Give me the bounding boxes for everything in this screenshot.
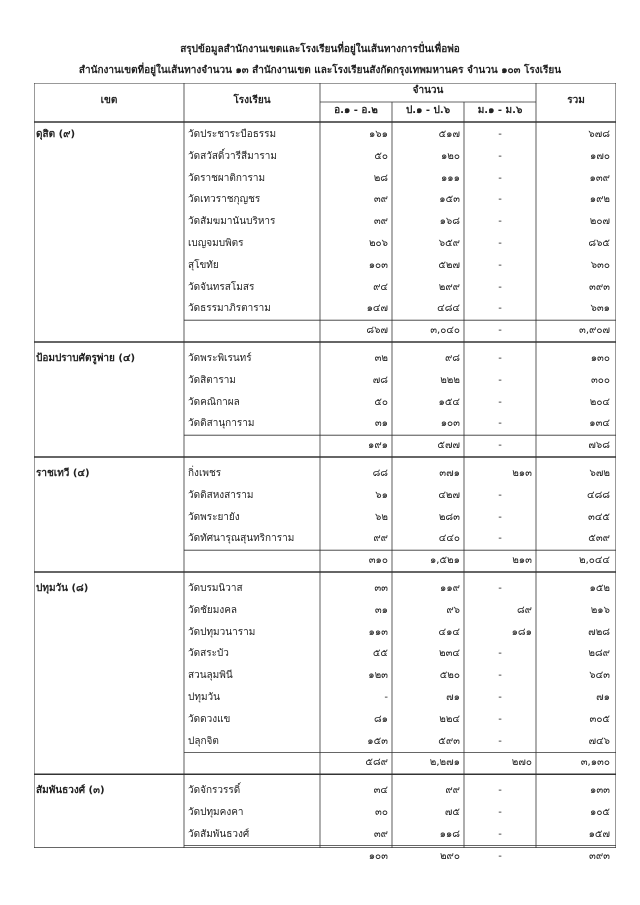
header-district: เขต (100, 95, 118, 106)
secondary-count: - (498, 216, 502, 228)
subtotal-primary: ๒,๒๗๑ (429, 757, 460, 769)
secondary-count: - (498, 303, 502, 315)
kg-count: ๓๙ (373, 216, 388, 228)
secondary-count: - (498, 735, 502, 747)
row-total: ๒๑๖ (590, 604, 610, 616)
row-total: ๗๔๖ (588, 735, 610, 747)
subtotal-secondary: ๒๗๐ (511, 757, 532, 769)
row-total: ๑๐๕ (589, 807, 610, 818)
subtotal-secondary: - (498, 440, 502, 452)
primary-count: ๑๒๐ (440, 150, 460, 162)
school-name: วัดดวงแข (188, 713, 231, 725)
kg-count: ๒๐๖ (368, 238, 388, 249)
secondary-count: - (498, 281, 502, 293)
row-total: ๓๐๐ (590, 374, 610, 386)
subtotal-primary: ๒๙๐ (439, 850, 460, 862)
kg-count: ๘๑ (373, 713, 388, 725)
row-total: ๑๓๓ (589, 785, 610, 797)
row-total: ๗๒๘ (588, 626, 610, 638)
primary-count: ๑๑๑ (440, 172, 460, 184)
secondary-count: - (498, 807, 502, 818)
primary-count: ๒๘๓ (438, 511, 460, 523)
subtotal-total: ๓,๙๐๗ (579, 325, 610, 337)
secondary-count: - (498, 194, 502, 206)
kg-count: ๓๙ (373, 194, 388, 206)
secondary-count: - (498, 489, 502, 501)
secondary-count: - (498, 150, 502, 162)
row-total: ๗๑ (596, 692, 610, 703)
school-name: เบญจมบพิตร (188, 238, 244, 249)
primary-count: ๕๒๐ (439, 670, 460, 682)
primary-count: ๑๕๓ (439, 194, 460, 206)
school-name: วัดสิตาราม (188, 374, 236, 386)
secondary-count: - (498, 670, 502, 682)
subtotal-primary: ๓,๐๔๐ (430, 325, 460, 337)
row-total: ๑๗๐ (590, 150, 610, 162)
row-total: ๒๘๙ (588, 648, 610, 660)
secondary-count: - (498, 129, 502, 140)
row-total: ๒๐๗ (589, 216, 610, 228)
header-count: จำนวน (412, 85, 444, 96)
header-school: โรงเรียน (233, 95, 271, 106)
primary-count: ๔๔๐ (438, 533, 460, 545)
row-total: ๕๓๙ (588, 533, 610, 545)
kg-count: ๕๕ (372, 648, 388, 660)
school-name: วัดพระยายัง (188, 511, 240, 523)
secondary-count: ๒๑๓ (512, 468, 532, 479)
row-total: ๑๕๒ (589, 583, 610, 594)
secondary-count: - (498, 374, 502, 386)
school-name: สวนลุมพินี (188, 670, 233, 682)
school-name: วัดธรรมาภิรตาราม (188, 303, 271, 315)
row-total: ๖๓๐ (590, 259, 610, 271)
school-name: สุโขทัย (188, 259, 219, 271)
primary-count: ๓๗๑ (439, 468, 460, 479)
school-name: กิ่งเพชร (188, 468, 222, 479)
kg-count: ๓๐ (375, 807, 388, 818)
row-total: ๓๔๕ (588, 511, 610, 523)
primary-count: ๑๐๓ (440, 418, 460, 430)
primary-count: ๔๒๗ (438, 489, 460, 501)
row-total: ๑๙๒ (589, 194, 610, 206)
primary-count: ๖๕๙ (438, 238, 460, 249)
school-name: ปลุกจิต (188, 735, 219, 747)
kg-count: ๕๐ (374, 150, 388, 162)
kg-count: ๒๘ (373, 172, 388, 184)
secondary-count: - (498, 828, 502, 840)
header-total: รวม (567, 95, 585, 106)
row-total: ๑๓๔ (589, 418, 610, 430)
kg-count: ๑๒๓ (368, 670, 388, 682)
row-total: ๑๓๐ (590, 353, 610, 364)
primary-count: ๔๘๔ (437, 303, 460, 315)
subtotal-primary: ๕๗๗ (437, 440, 460, 452)
subtotal-total: ๓๙๓ (589, 850, 610, 862)
subtotal-primary: ๑,๕๒๑ (429, 555, 460, 567)
subtotal-total: ๒,๐๔๔ (578, 555, 610, 567)
header-kg: อ.๑ - อ.๒ (334, 105, 378, 116)
kg-count: ๑๕๓ (367, 735, 388, 747)
school-name: วัดบรมนิวาส (188, 583, 243, 594)
subtotal-secondary: ๒๑๓ (512, 555, 532, 567)
school-name: วัดราชผาติการาม (188, 172, 266, 184)
row-total: ๖๓๑ (590, 303, 610, 315)
kg-count: ๙๔ (373, 281, 388, 293)
header-primary: ป.๑ - ป.๖ (405, 105, 451, 116)
primary-count: ๒๓๔ (439, 648, 460, 660)
kg-count: ๓๓ (374, 583, 388, 594)
row-total: ๘๖๕ (588, 238, 610, 249)
primary-count: ๒๒๔ (439, 713, 460, 725)
row-total: ๖๗๘ (588, 129, 610, 140)
kg-count: ๕๐ (374, 396, 388, 408)
school-name: วัดพระพิเรนทร์ (188, 353, 252, 364)
secondary-count: ๑๘๑ (511, 626, 532, 638)
district-name: ป้อมปราบศัตรูพ่าย (๔) (36, 353, 136, 364)
page-subtitle: สำนักงานเขตที่อยู่ในเส้นทางจำนวน ๑๓ สำนักงานเขต และโรงเรียนสังกัดกรุงเทพมหานคร จำนวน ๑๐๓ โรงเรียน (78, 65, 562, 76)
primary-count: ๑๑๘ (439, 828, 460, 840)
subtotal-kg: ๕๘๙ (365, 757, 388, 769)
secondary-count: - (498, 692, 502, 703)
kg-count: ๗๘ (372, 374, 388, 386)
school-name: วัดเทวราชกุญชร (188, 194, 261, 206)
kg-count: ๑๖๑ (368, 129, 388, 140)
primary-count: ๑๖๘ (439, 216, 460, 228)
school-name: วัดปทุมคงคา (188, 807, 244, 818)
kg-count: ๓๒ (374, 353, 388, 364)
primary-count: ๔๑๔ (438, 626, 460, 638)
kg-count: ๓๔ (373, 785, 388, 797)
secondary-count: - (498, 259, 502, 271)
kg-count: ๑๑๓ (368, 626, 388, 638)
district-name: สัมพันธวงศ์ (๓) (36, 785, 105, 797)
secondary-count: - (498, 396, 502, 408)
row-total: ๑๓๙ (589, 172, 610, 184)
kg-count: ๖๒ (375, 511, 388, 523)
primary-count: ๒๙๙ (438, 281, 460, 293)
kg-count: ๘๘ (372, 468, 388, 479)
header-secondary: ม.๑ - ม.๖ (477, 105, 523, 116)
row-total: ๓๙๓ (589, 281, 610, 293)
school-name: วัดสัมฆมานันบริหาร (188, 216, 276, 228)
primary-count: ๑๑๙ (439, 583, 460, 594)
school-name: วัดปทุมวนาราม (188, 626, 256, 638)
secondary-count: - (498, 238, 502, 249)
secondary-count: ๘๙ (516, 604, 532, 616)
kg-count: ๑๔๗ (366, 303, 388, 315)
primary-count: ๕๑๗ (438, 129, 460, 140)
school-name: วัดประชาระบือธรรม (188, 129, 277, 140)
kg-count: ๓๑ (374, 418, 388, 430)
primary-count: ๒๒๒ (440, 374, 460, 386)
row-total: ๖๔๓ (589, 670, 610, 682)
secondary-count: - (498, 533, 502, 545)
secondary-count: - (498, 785, 502, 797)
subtotal-total: ๗๖๘ (588, 440, 610, 452)
secondary-count: - (498, 172, 502, 184)
row-total: ๒๐๔ (589, 396, 610, 408)
subtotal-secondary: - (498, 850, 502, 862)
row-total: ๑๕๗ (588, 828, 610, 840)
school-name: วัดสัมพันธวงศ์ (188, 828, 250, 840)
primary-count: ๕๒๗ (438, 259, 460, 271)
kg-count: ๖๑ (375, 489, 388, 501)
school-name: วัดชัยมงคล (188, 604, 238, 616)
row-total: ๓๐๕ (589, 713, 610, 725)
school-name: วัดดิสหงสาราม (188, 489, 254, 501)
kg-count: ๓๙ (373, 828, 388, 840)
kg-count: ๙๙ (373, 533, 388, 545)
row-total: ๔๘๘ (587, 489, 610, 501)
school-name: วัดทัศนารุณสุนทริการาม (188, 533, 295, 545)
secondary-count: - (498, 713, 502, 725)
primary-count: ๗๕ (444, 807, 460, 818)
school-name: วัดคณิกาผล (188, 396, 240, 408)
district-name: ราชเทวี (๔) (36, 468, 90, 479)
primary-count: ๑๕๔ (438, 396, 460, 408)
kg-count: ๓๑ (374, 604, 388, 616)
summary-table (34, 83, 616, 862)
school-name: วัดจักรวรรดิ์ (188, 785, 241, 797)
kg-count: ๑๐๓ (368, 259, 388, 271)
subtotal-total: ๓,๑๓๐ (580, 757, 610, 769)
subtotal-secondary: - (498, 325, 502, 337)
secondary-count: - (498, 418, 502, 430)
row-total: ๖๗๒ (589, 468, 610, 479)
subtotal-kg: ๑๐๓ (368, 850, 388, 862)
school-name: วัดดิสานุการาม (188, 418, 255, 430)
subtotal-kg: ๑๙๑ (367, 440, 388, 452)
school-name: วัดจันทรสโมสร (188, 281, 255, 293)
school-name: ปทุมวัน (188, 692, 220, 703)
school-name: วัดสระบัว (188, 648, 229, 660)
page-title: สรุปข้อมูลสำนักงานเขตและโรงเรียนที่อยู่ในเส้นทางการปั่นเพื่อพ่อ (180, 44, 460, 55)
secondary-count: - (498, 511, 502, 523)
primary-count: ๗๑ (446, 692, 460, 703)
kg-count: - (384, 692, 388, 703)
district-name: ปทุมวัน (๘) (36, 583, 89, 594)
subtotal-kg: ๘๖๗ (366, 325, 388, 337)
school-name: วัดสวัสดิ์วารีสีมาราม (188, 150, 277, 162)
primary-count: ๙๖ (446, 604, 460, 616)
secondary-count: - (498, 583, 502, 594)
primary-count: ๙๙ (445, 785, 460, 797)
secondary-count: - (498, 648, 502, 660)
subtotal-kg: ๓๑๐ (368, 555, 388, 567)
primary-count: ๕๙๓ (438, 735, 460, 747)
secondary-count: - (498, 353, 502, 364)
primary-count: ๙๘ (444, 353, 460, 364)
district-name: ดุสิต (๙) (36, 129, 76, 140)
